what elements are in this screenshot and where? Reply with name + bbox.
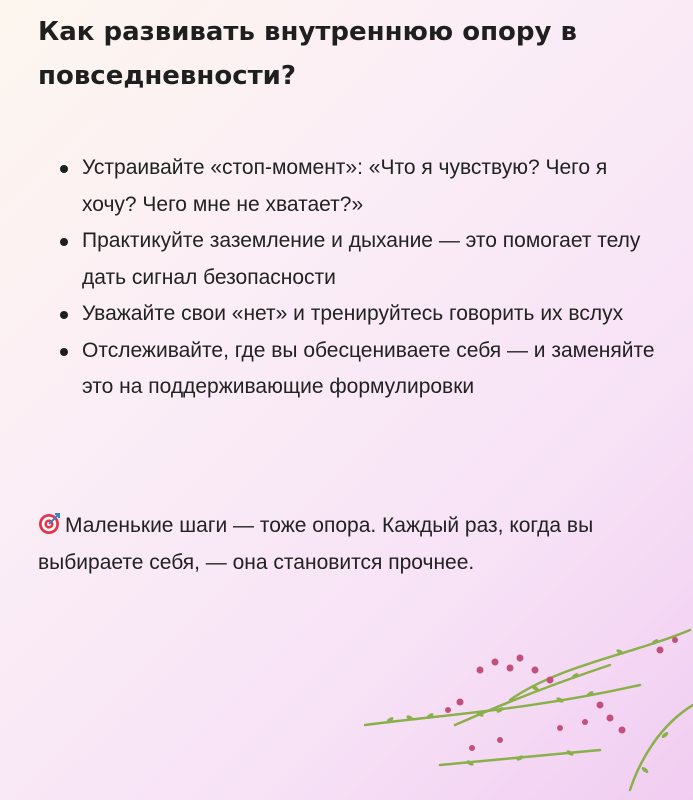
list-item — [58, 333, 658, 406]
heather-branch-illustration — [360, 610, 693, 800]
tip-text: Устраивайте «стоп-момент»: «Что я чувствую? Чего я хочу? Чего мне не хватает?» — [82, 156, 608, 216]
tip-text: Уважайте свои «нет» и тренируйтесь говорить их вслух — [82, 302, 624, 325]
bullet-icon — [60, 238, 68, 246]
tip-text: Практикуйте заземление и дыхание — это помогает телу дать сигнал безопасности — [82, 229, 641, 289]
list-item — [58, 296, 658, 333]
closing-note-text: Маленькие шаги — тоже опора. Каждый раз, когда вы выбираете себя, — она становится прочнее. — [38, 514, 594, 574]
tip-text: Отслеживайте, где вы обесцениваете себя — и заменяйте это на поддерживающие формулировки — [82, 338, 655, 398]
target-icon — [38, 513, 60, 535]
closing-note — [38, 507, 598, 581]
bullet-icon — [60, 165, 68, 173]
list-item — [58, 150, 658, 223]
page-title: Как развивать внутреннюю опору в повседневности? — [38, 17, 577, 91]
list-item — [58, 223, 658, 296]
tips-list — [58, 150, 658, 406]
bullet-icon — [60, 311, 68, 319]
bullet-icon — [60, 348, 68, 356]
